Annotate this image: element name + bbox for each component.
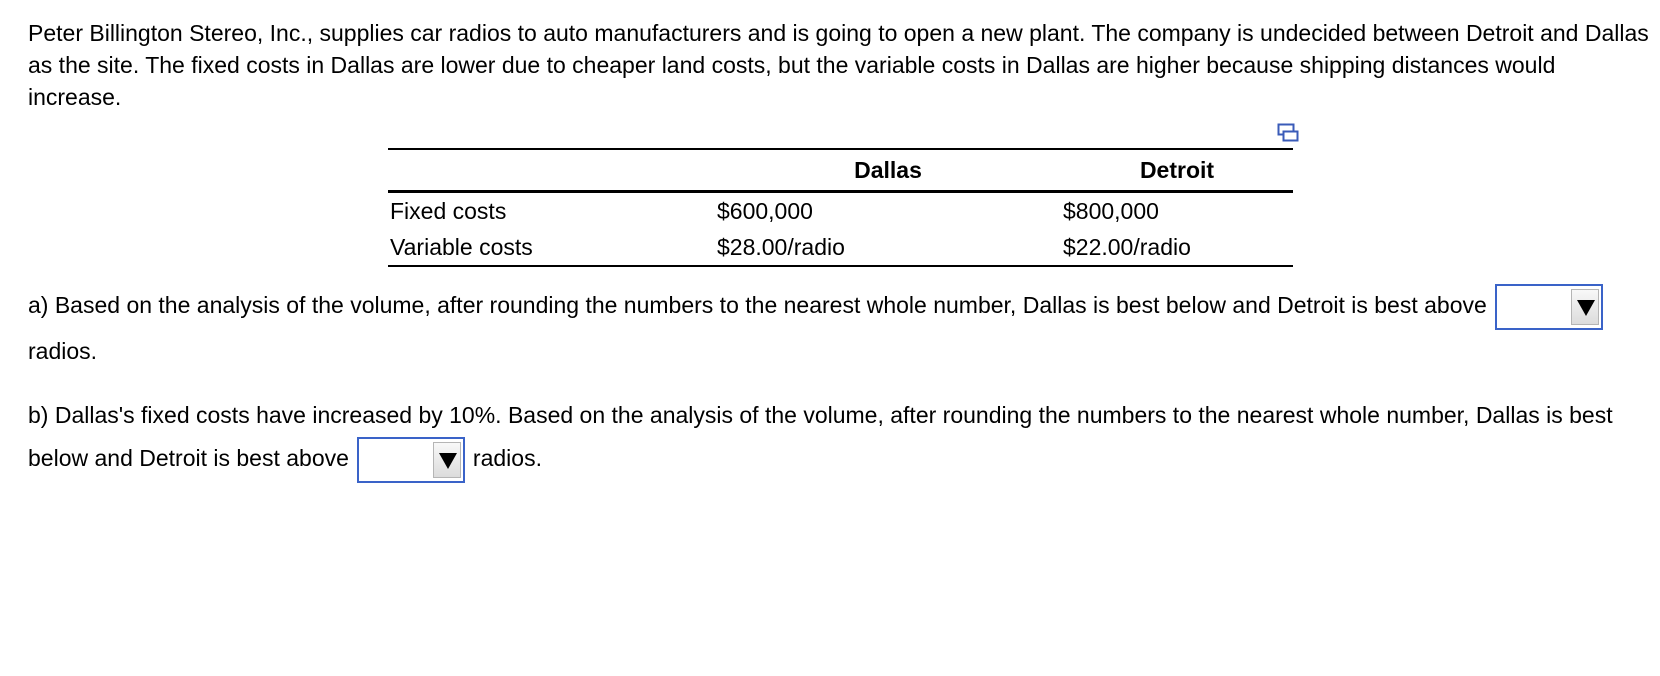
row-label: Variable costs: [388, 229, 715, 266]
answer-a-dropdown[interactable]: [1495, 284, 1603, 330]
answer-b-dropdown[interactable]: [357, 437, 465, 483]
question-b-text: b) Dallas's fixed costs have increased by 10%. Based on the analysis of the volume, after rounding the numbers to the nearest whole number, Dallas is best below and Detroit is best above: [28, 402, 1613, 472]
dropdown-arrow-icon[interactable]: [433, 442, 461, 478]
row-label: Fixed costs: [390, 197, 507, 224]
problem-statement: Peter Billington Stereo, Inc., supplies car radios to auto manufacturers and is going to open a new plant. The company is undecided between Detroit and Dallas as the site. The fixed costs in Dallas are lower due to cheaper land costs, but the variable costs in Dallas are higher because shipping distances would increase.: [28, 20, 1649, 110]
question-b: [28, 394, 1653, 483]
copy-table-icon[interactable]: [1277, 123, 1299, 143]
question-a: [28, 284, 1653, 373]
detroit-value: $22.00/radio: [1061, 229, 1293, 266]
table-header-row: [388, 149, 1293, 192]
table-row: [388, 192, 1293, 230]
header-label: [388, 149, 715, 192]
dropdown-arrow-icon[interactable]: [1571, 289, 1599, 325]
detroit-value: $800,000: [1063, 197, 1159, 224]
question-a-suffix: radios.: [28, 338, 98, 364]
header-dallas: Dallas: [715, 149, 1061, 192]
dallas-value: $600,000: [717, 197, 813, 224]
header-detroit: Detroit: [1061, 149, 1293, 192]
dallas-value: $28.00/radio: [715, 229, 1061, 266]
cost-table: [388, 148, 1293, 267]
question-b-suffix: radios.: [472, 445, 542, 472]
table-row: [388, 229, 1293, 266]
question-a-text: a) Based on the analysis of the volume, after rounding the numbers to the nearest whole number, Dallas is best below and Detroit is best above: [28, 292, 1487, 319]
